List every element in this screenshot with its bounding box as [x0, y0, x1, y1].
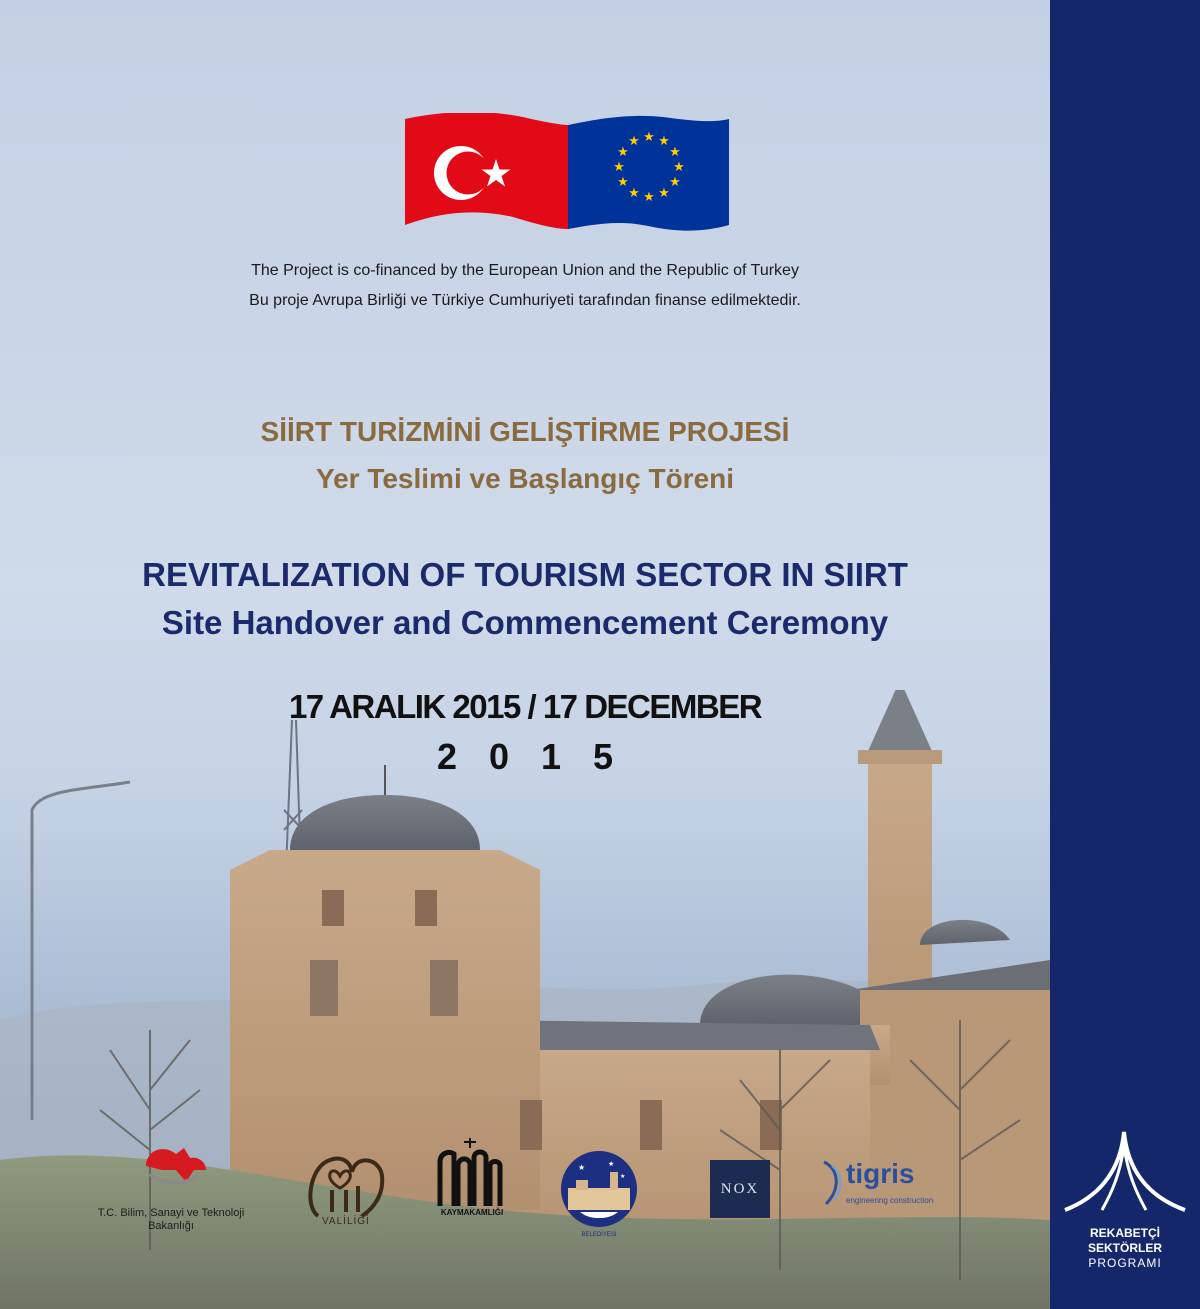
tigris-logo-subtext: engineering construction: [846, 1196, 934, 1205]
nox-logo-text: NOX: [720, 1181, 760, 1197]
tigris-logo-mark: [820, 1160, 846, 1206]
svg-text:★: ★: [673, 160, 685, 175]
svg-text:★: ★: [628, 134, 640, 149]
ministry-logo: [140, 1140, 212, 1192]
program-sidebar: [1050, 0, 1200, 1309]
svg-text:★: ★: [658, 186, 670, 201]
sidebar-line2: SEKTÖRLER: [1087, 1241, 1162, 1255]
rsp-emblem: [1062, 1128, 1188, 1212]
ministry-caption-line2: Bakanlığı: [148, 1220, 194, 1232]
sidebar-line3: PROGRAMI: [1088, 1256, 1162, 1270]
svg-text:★: ★: [613, 160, 625, 175]
event-year: 2015: [436, 736, 646, 777]
svg-text:★: ★: [628, 186, 640, 201]
project-title-en: REVITALIZATION OF TOURISM SECTOR IN SIIRT: [142, 556, 908, 593]
svg-text:★: ★: [617, 175, 629, 190]
svg-text:★: ★: [620, 1173, 626, 1180]
svg-text:★: ★: [669, 145, 681, 160]
svg-text:★: ★: [658, 134, 670, 149]
ceremony-title-en: Site Handover and Commencement Ceremony: [161, 604, 889, 641]
ministry-caption-line1: T.C. Bilim, Sanayi ve Teknoloji: [97, 1207, 245, 1219]
nox-logo-box: [710, 1160, 770, 1218]
sidebar-line1: REKABETÇİ: [1089, 1226, 1160, 1240]
event-date: 17 ARALIK 2015 / 17 DECEMBER: [288, 688, 762, 725]
flags-emblem: [403, 113, 731, 235]
kaymakamlik-logo-text: KAYMAKAMLIĞI: [440, 1208, 504, 1217]
svg-text:★: ★: [617, 145, 629, 160]
svg-text:★: ★: [643, 190, 655, 205]
belediye-logo-text: BELEDİYESİ: [581, 1232, 617, 1238]
tigris-logo-text: tigris: [846, 1158, 915, 1189]
cofinance-credit-en: The Project is co-financed by the European Union and the Republic of Turkey: [251, 262, 799, 279]
valilik-logo-emblem: [300, 1146, 392, 1226]
svg-text:★: ★: [669, 175, 681, 190]
kaymakamlik-logo-emblem: [434, 1136, 506, 1208]
svg-text:★: ★: [578, 1163, 586, 1172]
valilik-logo-text: VALİLİĞİ: [322, 1216, 370, 1227]
ceremony-title-tr: Yer Teslimi ve Başlangıç Töreni: [315, 463, 735, 494]
cofinance-credit-tr: Bu proje Avrupa Birliği ve Türkiye Cumhuriyeti tarafından finanse edilmektedir.: [249, 292, 801, 309]
belediye-logo-emblem: [558, 1148, 640, 1230]
project-title-tr: SİİRT TURİZMİNİ GELİŞTİRME PROJESİ: [260, 416, 790, 447]
svg-text:★: ★: [608, 1160, 615, 1168]
svg-text:★: ★: [643, 130, 655, 145]
